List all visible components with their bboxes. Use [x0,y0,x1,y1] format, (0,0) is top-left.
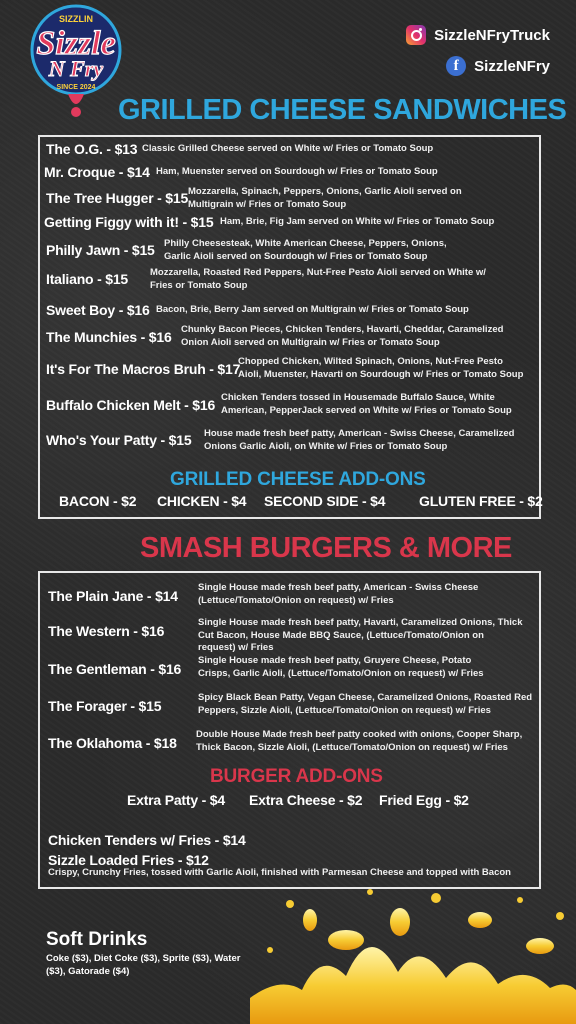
addon-item: Extra Patty - $4 [127,792,225,808]
item-desc: Ham, Muenster served on Sourdough w/ Fries or Tomato Soup [156,166,438,177]
item-desc: Chopped Chicken, Wilted Spinach, Onions, Nut-Free Pesto Aioli, Muenster, Havarti on Sourdough w/ Fries or Tomato Soup [238,356,524,380]
menu-item [46,392,521,417]
menu-item [48,617,523,655]
drinks-title: Soft Drinks [46,929,148,950]
instagram-handle[interactable] [406,25,550,45]
menu-item [46,428,524,453]
grilled-cheese-addons-title: GRILLED CHEESE ADD-ONS [170,469,426,490]
menu-item [46,238,474,263]
item-name: The Plain Jane - $14 [48,588,178,604]
item-name: It's For The Macros Bruh - $17 [46,361,241,377]
addon-item: CHICKEN - $4 [157,493,247,509]
facebook-icon: f [446,56,466,76]
instagram-label: SizzleNFryTruck [434,26,550,44]
menu-item [48,582,498,607]
item-name: Buffalo Chicken Melt - $16 [46,397,216,413]
item-desc: House made fresh beef patty, American - Swiss Cheese, Caramelized Onions Garlic Aioli, on White w/ Fries or Tomato Soup [204,428,515,452]
item-name: Italiano - $15 [46,271,129,287]
menu-item [46,267,495,292]
item-name: Philly Jawn - $15 [46,242,155,258]
extra-item-desc: Crispy, Crunchy Fries, tossed with Garlic Aioli, finished with Parmesan Cheese and topped with Bacon [48,867,511,878]
drinks-desc: Coke ($3), Diet Coke ($3), Sprite ($3), Water ($3), Gatorade ($4) [46,953,241,977]
logo-top-text: SIZZLIN [59,14,93,24]
addon-item: Extra Cheese - $2 [249,792,363,808]
addon-item: Fried Egg - $2 [379,792,469,808]
item-desc: Mozzarella, Spinach, Peppers, Onions, Garlic Aioli served on Multigrain w/ Fries or Tomato Soup [188,186,462,210]
logo-sub-text: N Fry [48,56,104,81]
item-desc: Single House made fresh beef patty, Gruyere Cheese, Potato Crisps, Garlic Aioli, (Lettuce/Tomato/Onion on request) w/ Fries [198,655,484,679]
item-desc: Single House made fresh beef patty, American - Swiss Cheese (Lettuce/Tomato/Onion on request) w/ Fries [198,582,479,606]
menu-item [46,324,511,349]
item-desc: Bacon, Brie, Berry Jam served on Multigrain w/ Fries or Tomato Soup [156,304,469,315]
item-desc: Mozzarella, Roasted Red Peppers, Nut-Free Pesto Aioli served on White w/ Fries or Tomato Soup [150,267,486,291]
item-name: Mr. Croque - $14 [44,164,150,180]
logo-main-text: Sizzle [36,25,116,62]
menu-item [44,214,520,230]
item-desc: Ham, Brie, Fig Jam served on White w/ Fries or Tomato Soup [220,216,495,227]
addon-item: BACON - $2 [59,493,137,509]
item-name: The O.G. - $13 [46,141,138,157]
menu-item [46,141,482,157]
logo-since-text: SINCE 2024 [56,84,96,91]
instagram-icon [406,25,426,45]
item-desc: Philly Cheesesteak, White American Cheese, Peppers, Onions, Garlic Aioli served on Sourdough w/ Fries or Tomato Soup [164,238,447,262]
item-name: Getting Figgy with it! - $15 [44,214,214,230]
burgers-title: SMASH BURGERS & MORE [140,532,512,564]
extra-item-name: Chicken Tenders w/ Fries - $14 [48,832,246,848]
item-desc: Single House made fresh beef patty, Havarti, Caramelized Onions, Thick Cut Bacon, House Made BBQ Sauce, (Lettuce/Tomato/Onion on request) w/ Fries [198,617,523,653]
item-name: The Munchies - $16 [46,329,172,345]
item-name: The Western - $16 [48,623,165,639]
item-desc: Spicy Black Bean Patty, Vegan Cheese, Caramelized Onions, Roasted Red Peppers, Sizzle Aioli, (Lettuce/Tomato/Onion on request) w/ Fries [198,692,533,716]
item-desc: Double House Made fresh beef patty cooked with onions, Cooper Sharp, Thick Bacon, Sizzle Aioli, (Lettuce/Tomato/Onion on request) w/ Fries [196,729,523,753]
item-name: The Tree Hugger - $15 [46,190,189,206]
menu-item [44,164,496,180]
item-name: The Oklahoma - $18 [48,735,177,751]
item-desc: Classic Grilled Cheese served on White w/ Fries or Tomato Soup [142,143,434,154]
menu-item [48,655,498,680]
menu-item [46,186,488,211]
menu-item [48,692,533,717]
grilled-cheese-title: GRILLED CHEESE SANDWICHES [118,94,567,126]
facebook-label: SizzleNFry [474,57,550,75]
item-name: Sweet Boy - $16 [46,302,150,318]
item-name: The Forager - $15 [48,698,162,714]
addon-item: GLUTEN FREE - $2 [419,493,543,509]
menu-item [48,729,526,754]
menu-item [46,302,496,318]
cheese-splash-image [250,880,576,1024]
menu-item [46,356,528,381]
item-desc: Chunky Bacon Pieces, Chicken Tenders, Havarti, Cheddar, Caramelized Onion Aioli served on Multigrain w/ Fries or Tomato Soup [181,324,504,348]
item-name: The Gentleman - $16 [48,661,182,677]
item-desc: Chicken Tenders tossed in Housemade Buffalo Sauce, White American, PepperJack served on White w/ Fries or Tomato Soup [221,392,512,416]
item-name: Who's Your Patty - $15 [46,432,192,448]
extra-item-name: Sizzle Loaded Fries - $12 [48,852,209,868]
addon-item: SECOND SIDE - $4 [264,493,386,509]
facebook-handle[interactable] [446,56,550,76]
burger-addons-title: BURGER ADD-ONS [210,766,383,787]
